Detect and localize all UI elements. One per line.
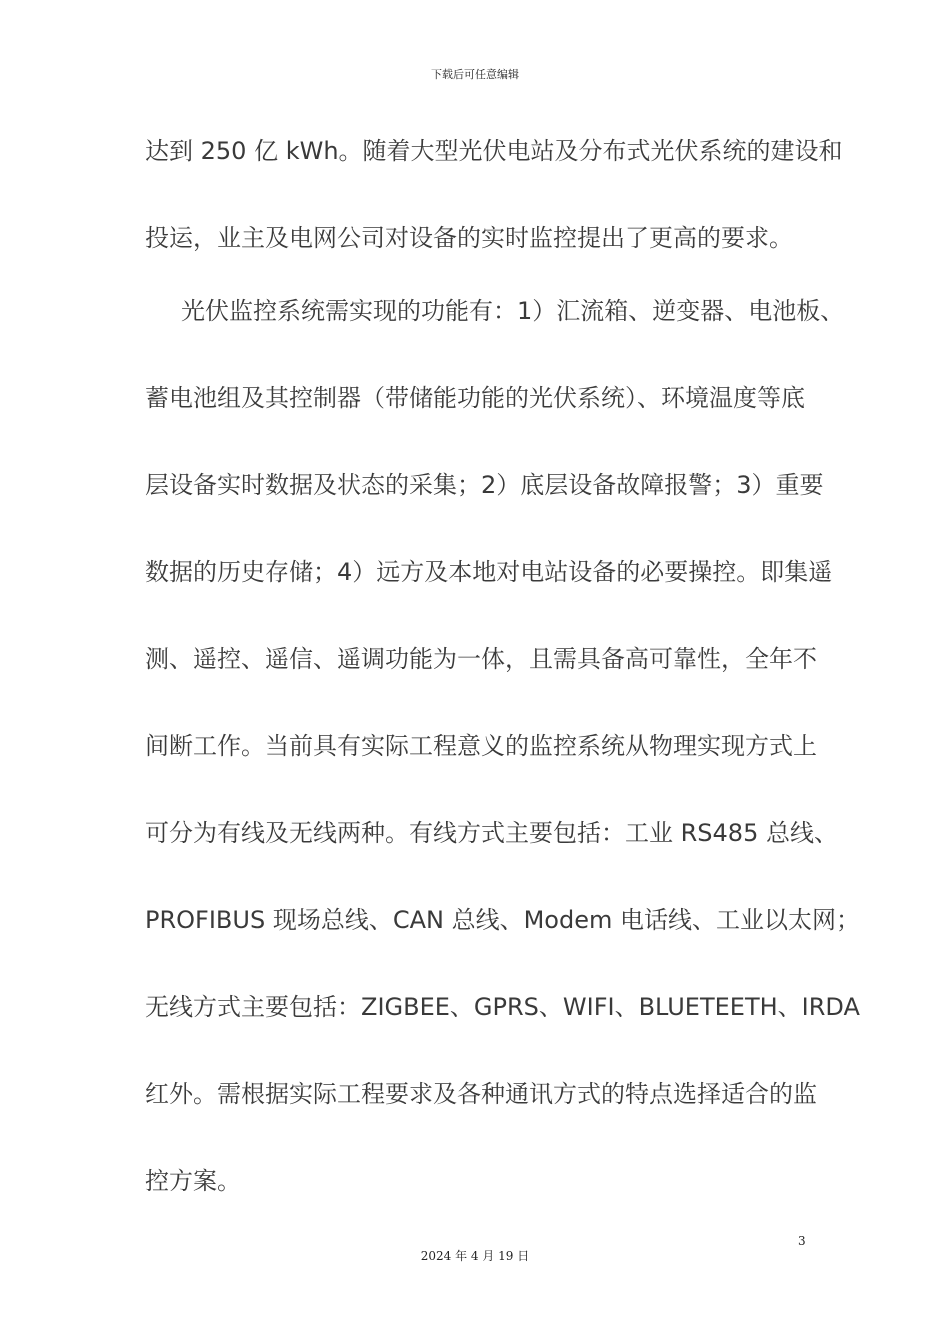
footer-date: 2024 年 4 月 19 日: [420, 1249, 530, 1263]
text-line: 数据的历史存储；4）远方及本地对电站设备的必要操控。即集遥: [145, 558, 833, 586]
text-line: 控方案。: [145, 1167, 241, 1195]
text-line: 红外。需根据实际工程要求及各种通讯方式的特点选择适合的监: [145, 1080, 817, 1108]
text-line: 可分为有线及无线两种。有线方式主要包括：工业 RS485 总线、: [145, 819, 838, 847]
text-line: PROFIBUS 现场总线、CAN 总线、Modem 电话线、工业以太网；: [145, 906, 860, 934]
text-line: 无线方式主要包括：ZIGBEE、GPRS、WIFI、BLUETEETH、IRDA: [145, 993, 860, 1021]
page-header: 下载后可任意编辑: [431, 68, 519, 81]
text-line: 间断工作。当前具有实际工程意义的监控系统从物理实现方式上: [145, 732, 817, 760]
text-line: 蓄电池组及其控制器（带储能功能的光伏系统）、环境温度等底: [145, 384, 805, 412]
paragraph-start-line: 光伏监控系统需实现的功能有：1）汇流箱、逆变器、电池板、: [181, 297, 845, 325]
text-line: 测、遥控、遥信、遥调功能为一体，且需具备高可靠性，全年不: [145, 645, 817, 673]
text-line: 层设备实时数据及状态的采集；2）底层设备故障报警；3）重要: [145, 471, 824, 499]
text-line: 投运，业主及电网公司对设备的实时监控提出了更高的要求。: [145, 224, 793, 252]
page-number: 3: [798, 1234, 806, 1248]
text-line: 达到 250 亿 kWh。随着大型光伏电站及分布式光伏系统的建设和: [145, 137, 843, 165]
